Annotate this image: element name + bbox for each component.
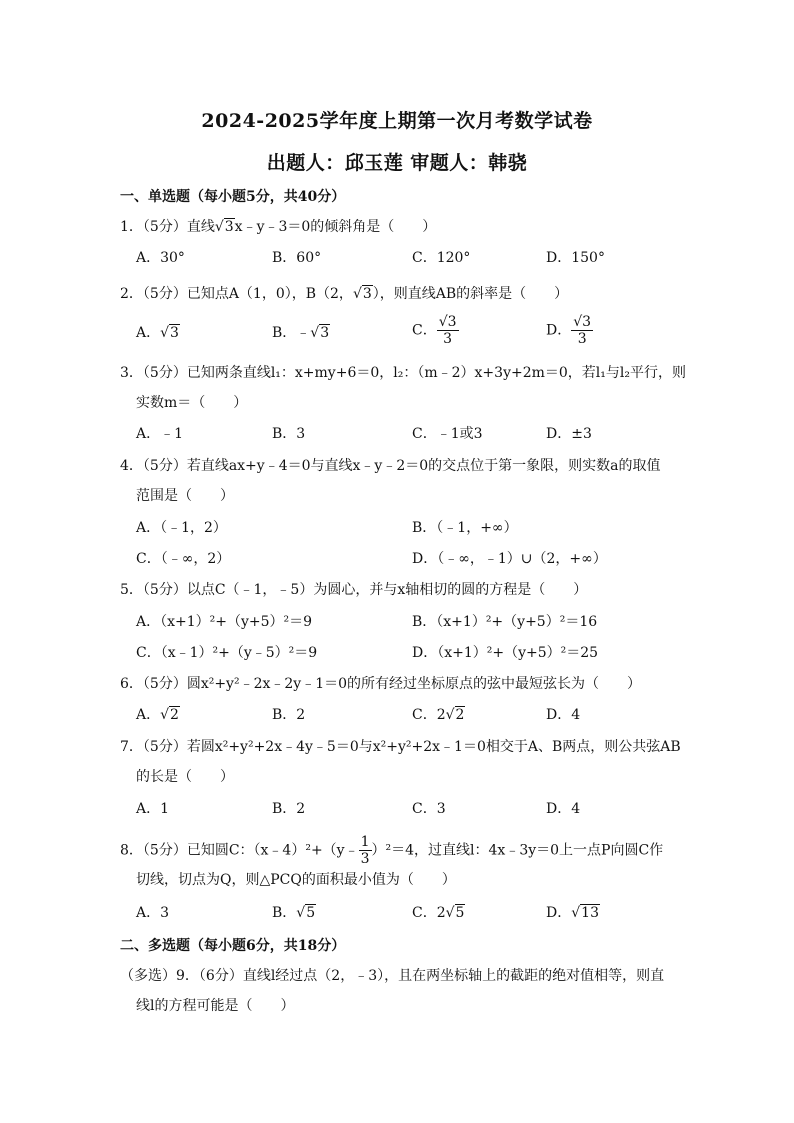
q2-option-d: D． $\frac{√3}{3}$ [546, 314, 592, 347]
question-3-line-2: 实数m＝（ ） [136, 395, 248, 411]
question-5: 5．（5分）以点C（﹣1，﹣5）为圆心，并与x轴相切的圆的方程是（ ） [120, 582, 588, 598]
q3-option-d: D．±3 [546, 426, 592, 442]
sqrt-13: √13 [571, 905, 599, 921]
q1-option-b: B．60° [272, 250, 322, 266]
q3-option-c: C．﹣1或3 [412, 426, 483, 442]
sqrt-2: √2 [160, 707, 179, 723]
exam-authors: 出题人：邱玉莲 审题人：韩骁 [266, 152, 528, 174]
question-6: 6．（5分）圆x²+y²﹣2x﹣2y﹣1＝0的所有经过坐标原点的弦中最短弦长为（ ） [120, 676, 642, 692]
question-7-line-2: 的长是（ ） [136, 769, 234, 785]
fraction-sqrt3-over-3: $\frac{√3}{3}$ [573, 314, 592, 347]
question-4-line-1: 4．（5分）若直线ax+y﹣4＝0与直线x﹣y﹣2＝0的交点位于第一象限，则实数a的取值 [120, 458, 661, 474]
q2-stem-start: 2．（5分）已知点A（1，0），B（2， [120, 286, 353, 302]
q1-option-c: C．120° [412, 250, 471, 266]
q5-option-b: B．（x+1）²+（y+5）²＝16 [412, 614, 598, 630]
q2-option-a: A．√3 [136, 325, 179, 341]
q5-option-a: A．（x+1）²+（y+5）²＝9 [136, 614, 313, 630]
q7-option-c: C．3 [412, 801, 446, 817]
question-8-line-2: 切线，切点为Q，则△PCQ的面积最小值为（ ） [136, 872, 456, 888]
q3-option-b: B．3 [272, 426, 306, 442]
sqrt-2: √2 [445, 707, 465, 723]
sqrt-3: √3 [214, 219, 234, 235]
sqrt-3: √3 [160, 325, 179, 341]
q4-option-d: D．（﹣∞，﹣1）∪（2，+∞） [412, 551, 607, 567]
question-7-line-1: 7．（5分）若圆x²+y²+2x﹣4y﹣5＝0与x²+y²+2x﹣1＝0相交于A、B两点，则公共弦AB [120, 739, 681, 755]
q8-option-c: C．2√5 [412, 905, 465, 921]
q7-option-d: D．4 [546, 801, 581, 817]
q5-option-c: C．（x﹣1）²+（y﹣5）²＝9 [136, 645, 318, 661]
q2-option-c: C． $\frac{√3}{3}$ [412, 314, 457, 347]
q4-option-a: A．（﹣1，2） [136, 520, 227, 536]
fraction-1-over-3: $\frac{1}{3}$ [360, 834, 370, 867]
q1-option-a: A．30° [136, 250, 185, 266]
question-3-line-1: 3．（5分）已知两条直线l₁：x+my+6＝0，l₂：（m﹣2）x+3y+2m＝0，若l₁与l₂平行，则 [120, 365, 686, 381]
sqrt-3: √3 [310, 325, 330, 341]
q1-option-d: D．150° [546, 250, 605, 266]
sqrt-3: √3 [352, 286, 372, 302]
q7-option-a: A．1 [136, 801, 170, 817]
q7-option-b: B．2 [272, 801, 306, 817]
q6-option-c: C．2√2 [412, 707, 465, 723]
section-single-choice: 一、单选题（每小题5分，共40分） [120, 189, 346, 205]
question-8-line-1: 8．（5分）已知圆C：（x﹣4）²+（y﹣ $\frac{1}{3}$ ）²＝4，过直线l：4x﹣3y＝0上一点P向圆C作 [120, 834, 664, 867]
q4-option-b: B．（﹣1，+∞） [412, 520, 518, 536]
q1-stem-start: 1．（5分）直线 [120, 219, 215, 235]
q4-option-c: C．（﹣∞，2） [136, 551, 231, 567]
q6-option-b: B．2 [272, 707, 306, 723]
q5-option-d: D．（x+1）²+（y+5）²＝25 [412, 645, 599, 661]
exam-title: 2024-2025学年度上期第一次月考数学试卷 [201, 110, 593, 132]
fraction-sqrt3-over-3: $\frac{√3}{3}$ [438, 314, 457, 347]
q3-option-a: A．﹣1 [136, 426, 184, 442]
q2-option-b: B．﹣√3 [272, 325, 330, 341]
question-9-line-2: 线l的方程可能是（ ） [136, 998, 295, 1014]
q6-option-d: D．4 [546, 707, 581, 723]
section-multiple-choice: 二、多选题（每小题6分，共18分） [120, 938, 346, 954]
q1-stem-end: x﹣y﹣3＝0的倾斜角是（ ） [234, 219, 437, 235]
q6-option-a: A．√2 [136, 707, 179, 723]
q8-option-d: D．√13 [546, 905, 599, 921]
q8-option-b: B．√5 [272, 905, 316, 921]
sqrt-5: √5 [296, 905, 316, 921]
question-4-line-2: 范围是（ ） [136, 488, 234, 504]
question-2 [120, 284, 568, 304]
q8-option-a: A．3 [136, 905, 170, 921]
q2-stem-end: ），则直线AB的斜率是（ ） [372, 286, 569, 302]
sqrt-5: √5 [445, 905, 465, 921]
question-1 [120, 217, 436, 237]
question-9-line-1: （多选）9．（6分）直线l经过点（2，﹣3），且在两坐标轴上的截距的绝对值相等，则直 [120, 968, 665, 984]
